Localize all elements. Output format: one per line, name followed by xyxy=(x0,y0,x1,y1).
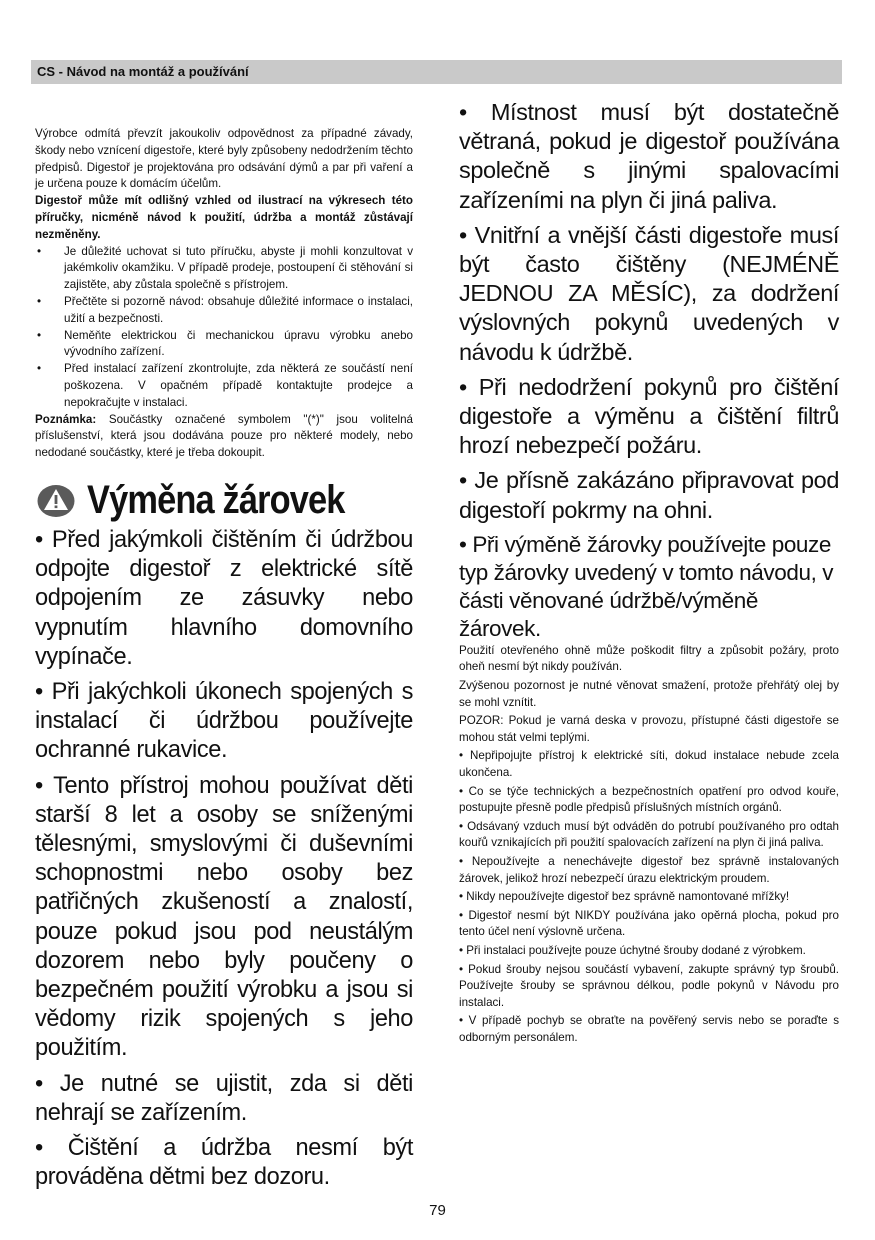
right-column xyxy=(459,98,839,1049)
safety-paragraph: • Před jakýmkoli čištěním či údržbou odpojte digestoř z elektrické sítě odpojením ze zásuvky nebo vypnutím hlavního domovního vypínače. xyxy=(35,526,413,670)
list-item: • Je důležité uchovat si tuto příručku, abyste ji mohli konzultovat v jakémkoliv okamžiku. V případě prodeje, postoupení či stěhování si zajistěte, aby zůstala společně s přístrojem. xyxy=(37,244,413,292)
safety-paragraph: • Je přísně zakázáno připravovat pod digestoří pokrmy na ohni. xyxy=(459,467,839,523)
bulb-paragraph-line: typ žárovky uvedený v tomto návodu, v xyxy=(459,559,834,585)
note-paragraph xyxy=(35,412,413,462)
bulb-paragraph-line: části věnované údržbě/výměně žárovek. xyxy=(459,587,758,641)
note-label: Poznámka: xyxy=(35,412,97,426)
intro-paragraph: Výrobce odmítá převzít jakoukoliv odpovědnost za případné závady, škody nebo vznícení digestoře, které byly způsobeny nedodržením těchto předpisů. Digestoř je projektována pro odsávání dýmů a par při vaření a je určena pouze k domácím účelům. xyxy=(35,127,413,191)
list-item: • Přečtěte si pozorně návod: obsahuje důležité informace o instalaci, užití a bezpečnosti. xyxy=(37,294,413,325)
warning-paragraph: • Pokud šrouby nejsou součástí vybavení, zakupte správný typ šroubů. Používejte šrouby se správnou délkou, podle pokynů v Návodu pro instalaci. xyxy=(459,962,839,1009)
warning-icon xyxy=(37,484,75,518)
safety-paragraph: • Čištění a údržba nesmí být prováděna dětmi bez dozoru. xyxy=(35,1135,413,1191)
note-text: Součástky označené symbolem "(*)" jsou volitelná příslušenství, která jsou dodávána pouze pro některé modely, nebo nedodané součástky, které je třeba dokoupit. xyxy=(35,412,413,460)
safety-paragraph: • Je nutné se ujistit, zda si děti nehrají se zařízením. xyxy=(35,1070,413,1126)
safety-paragraph: • Vnitřní a vnější části digestoře musí být často čištěny (NEJMÉNĚ JEDNOU ZA MĚSÍC), za dodržení výslovných pokynů uvedených v návodu k údržbě. xyxy=(459,221,839,365)
bullet-dot: • xyxy=(37,244,42,258)
header-title: CS - Návod na montáž a používání xyxy=(37,64,249,79)
instructions-list xyxy=(35,244,413,412)
list-item: • Před instalací zařízení zkontrolujte, zda některá ze součástí není poškozena. V opačném případě kontaktujte prodejce a nepokračujte v instalaci. xyxy=(37,362,413,409)
warning-paragraph: Použití otevřeného ohně může poškodit filtry a způsobit požáry, proto oheň nesmí být nikdy používán. xyxy=(459,643,839,674)
bulb-paragraph-line: • Při výměně žárovky používejte pouze xyxy=(459,531,832,557)
safety-paragraph: • Při jakýchkoli úkonech spojených s instalací či údržbou používejte ochranné rukavice. xyxy=(35,678,413,764)
section-title: Výměna žárovek xyxy=(87,478,345,523)
warning-paragraph: • Nepoužívejte a nenechávejte digestoř bez správně instalovaných žárovek, jelikož hrozí nebezpečí úrazu elektrickým proudem. xyxy=(459,854,839,885)
warning-paragraph: POZOR: Pokud je varná deska v provozu, přístupné části digestoře se mohou stát velmi teplými. xyxy=(459,714,839,744)
warning-paragraph: • Odsávaný vzduch musí být odváděn do potrubí používaného pro odtah kouřů vznikajících při použití spalovacích zařízení na plyn či jiná paliva. xyxy=(459,819,839,850)
bulb-paragraph xyxy=(459,531,839,643)
section-heading xyxy=(35,476,413,526)
left-column xyxy=(35,126,413,1198)
warning-paragraph: • Digestoř nesmí být NIKDY používána jako opěrná plocha, pokud pro tento účel není výslovně určena. xyxy=(459,908,839,939)
header-bar xyxy=(31,60,842,84)
warning-paragraph: Zvýšenou pozornost je nutné věnovat smažení, protože přehřátý olej by se mohl vznítit. xyxy=(459,679,839,709)
warning-paragraph: • Nikdy nepoužívejte digestoř bez správně namontované mřížky! xyxy=(459,890,790,904)
list-item: • Neměňte elektrickou či mechanickou úpravu výrobku anebo vývodního zařízení. xyxy=(37,328,413,359)
bullet-dot: • xyxy=(37,328,42,342)
warning-paragraph: • V případě pochyb se obraťte na pověřený servis nebo se poraďte s odborným personálem. xyxy=(459,1014,839,1044)
bullet-dot: • xyxy=(37,362,42,376)
warning-paragraph: • Nepřipojujte přístroj k elektrické síti, dokud instalace nebude zcela ukončena. xyxy=(459,749,839,779)
safety-paragraph: • Při nedodržení pokynů pro čištění digestoře a výměnu a čištění filtrů hrozí nebezpečí požáru. xyxy=(459,373,839,459)
bold-note: Digestoř může mít odlišný vzhled od ilustrací na výkresech této příručky, nicméně návod k použití, údržba a montáž zůstávají nezměněny. xyxy=(35,194,413,241)
warning-paragraph: • Co se týče technických a bezpečnostních opatření pro odvod kouře, postupujte přesně podle předpisů příslušných místních orgánů. xyxy=(459,784,839,815)
safety-paragraph: • Tento přístroj mohou používat děti starší 8 let a osoby se sníženými tělesnými, smyslovými či duševními schopnostmi nebo osoby bez patřičných zkušeností a znalostí, pouze pokud jsou pod neustálým dozorem nebo byly poučeny o bezpečném použití výrobku a jsou si vědomy rizik spojených s jeho použitím. xyxy=(35,772,413,1062)
safety-paragraph: • Místnost musí být dostatečně větraná, pokud je digestoř používána společně s jinými spalovacími zařízeními na plyn či jiná paliva. xyxy=(459,99,839,213)
page-number: 79 xyxy=(429,1202,446,1219)
bullet-dot: • xyxy=(37,294,42,308)
warning-paragraph: • Při instalaci používejte pouze úchytné šrouby dodané z výrobkem. xyxy=(459,943,806,957)
